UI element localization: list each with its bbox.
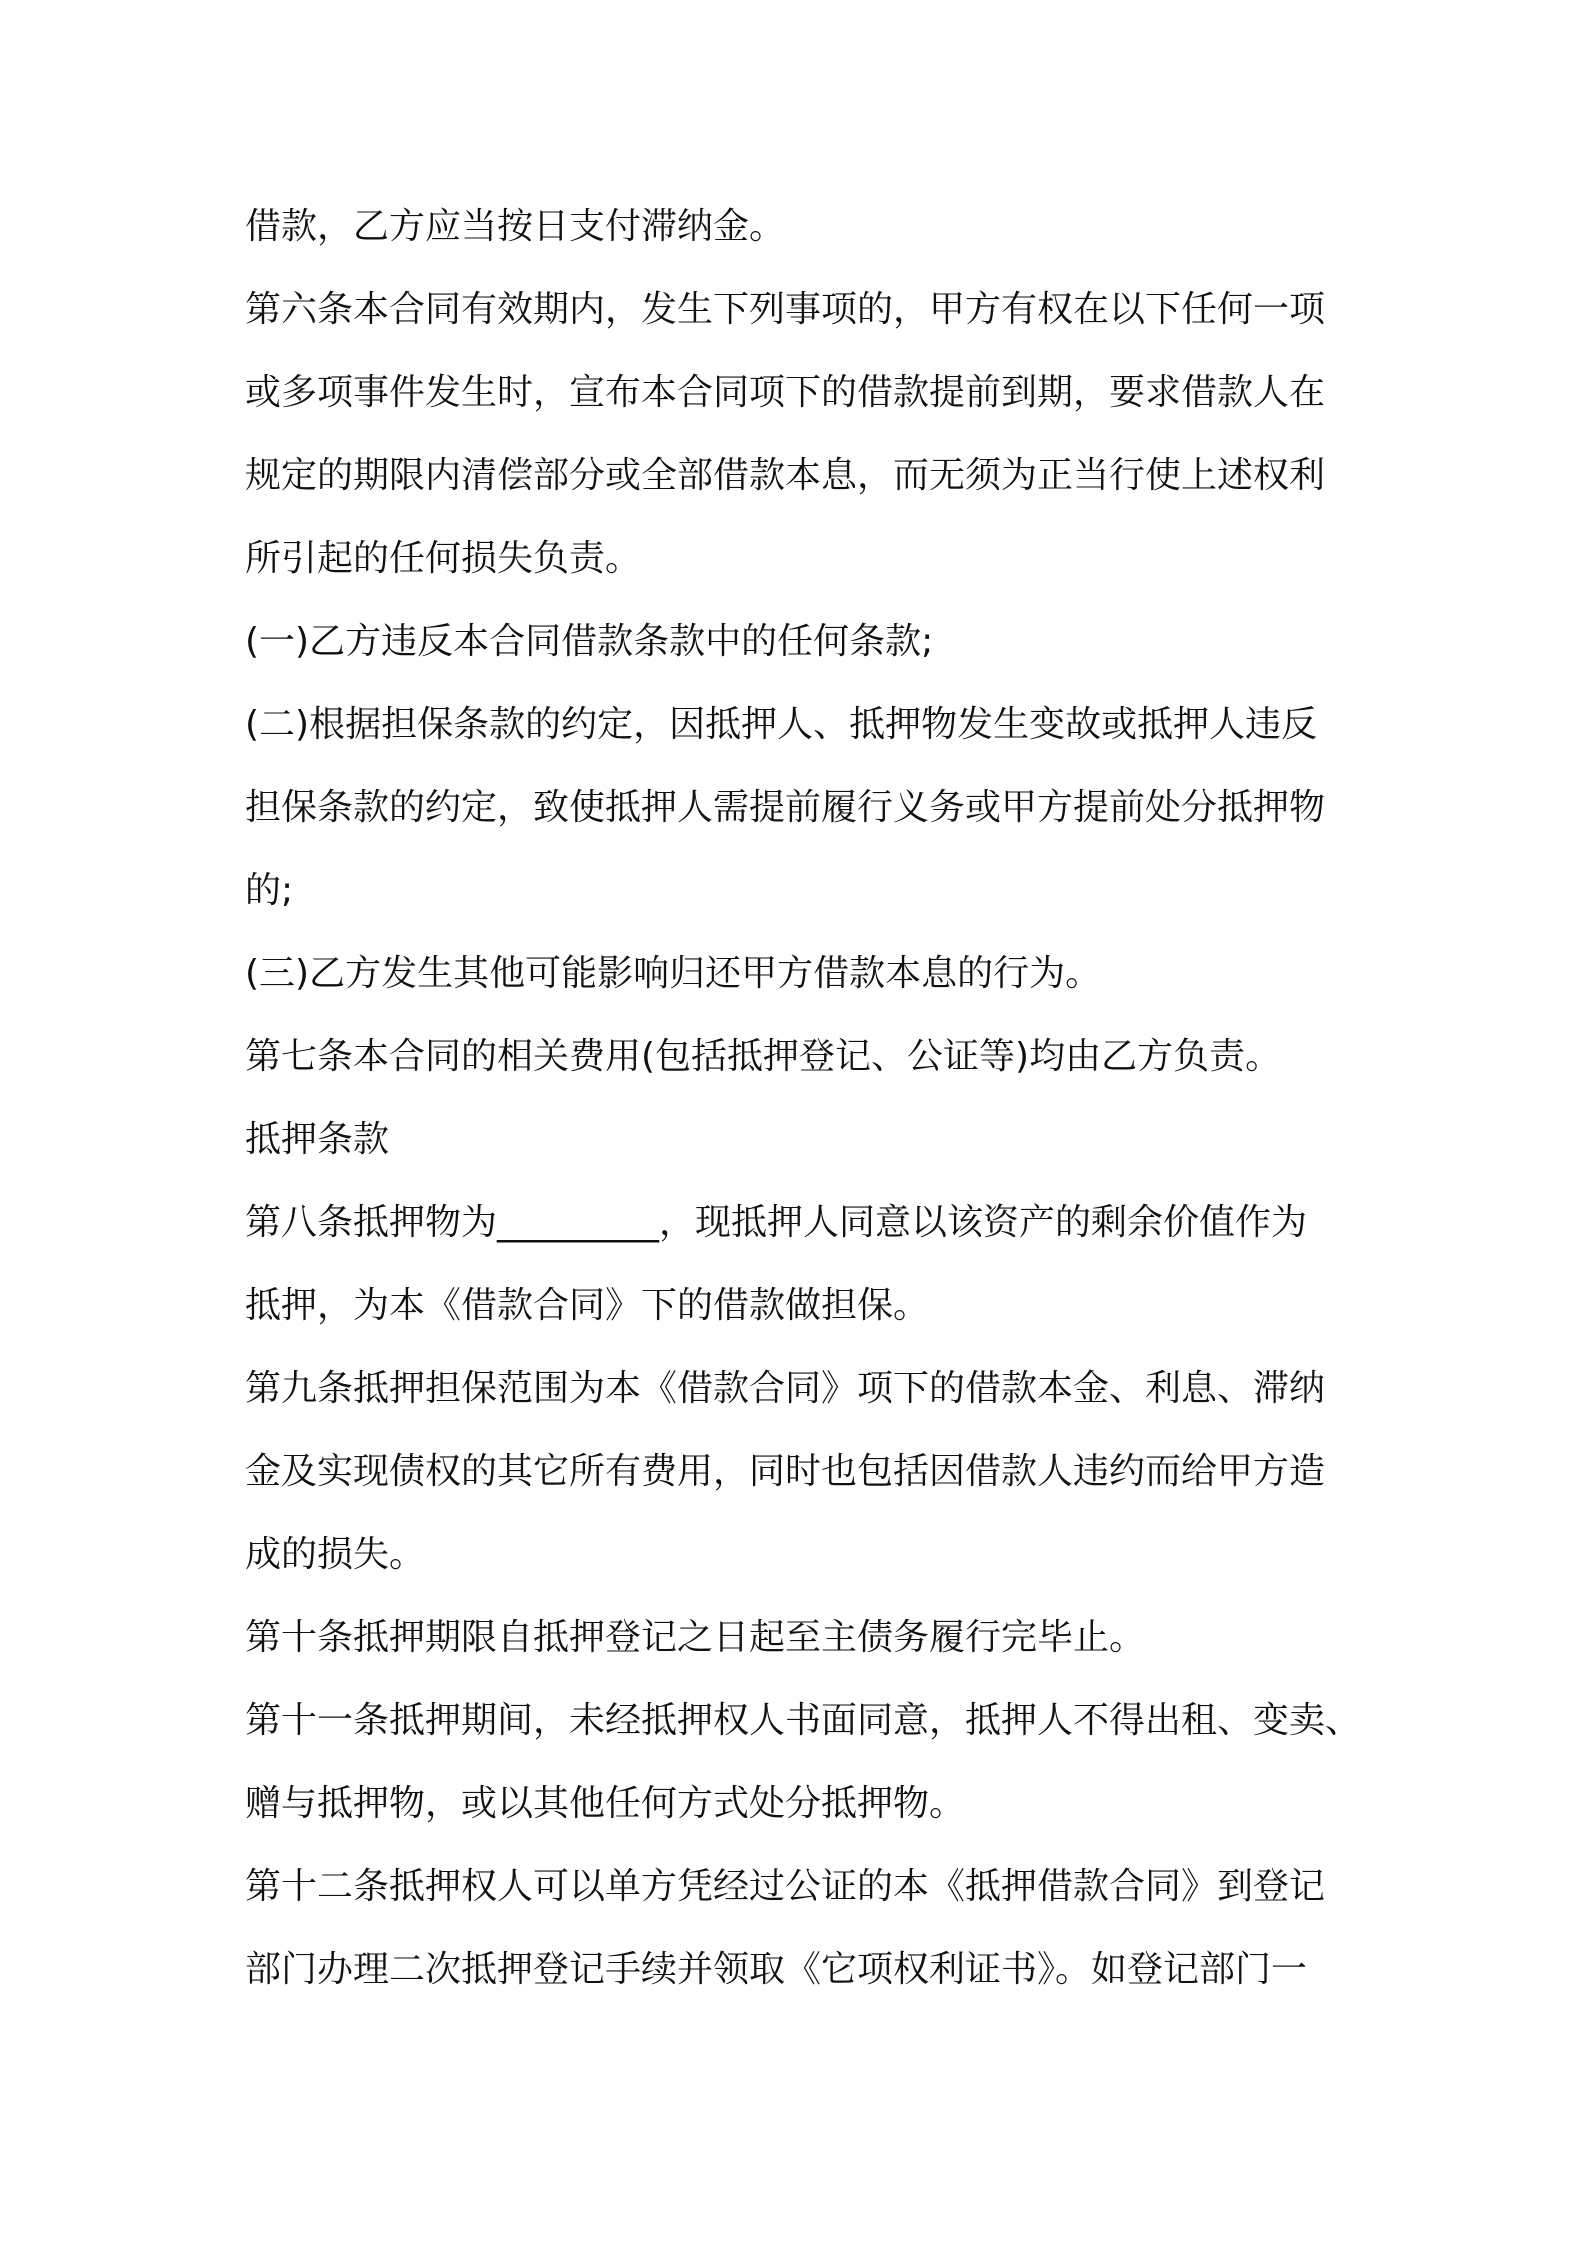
- text-line: 金及实现债权的其它所有费用，同时也包括因借款人违约而给甲方造: [245, 1451, 1326, 1492]
- text-line: 规定的期限内清偿部分或全部借款本息，而无须为正当行使上述权利: [245, 455, 1326, 496]
- text-line: 第八条抵押物为_________，现抵押人同意以该资产的剩余价值作为: [245, 1202, 1308, 1243]
- text-line: 或多项事件发生时，宣布本合同项下的借款提前到期，要求借款人在: [245, 372, 1326, 413]
- text-line: 赠与抵押物，或以其他任何方式处分抵押物。: [245, 1783, 966, 1824]
- text-line: 成的损失。: [245, 1534, 426, 1575]
- text-line: 借款，乙方应当按日支付滞纳金。: [245, 206, 786, 247]
- contract-text-body: [245, 185, 1375, 2011]
- text-line: 第十二条抵押权人可以单方凭经过公证的本《抵押借款合同》到登记: [245, 1866, 1326, 1907]
- text-line: 第十一条抵押期间，未经抵押权人书面同意，抵押人不得出租、变卖、: [245, 1700, 1362, 1741]
- text-line: 第六条本合同有效期内，发生下列事项的，甲方有权在以下任何一项: [245, 289, 1326, 330]
- text-line: 所引起的任何损失负责。: [245, 538, 642, 579]
- section-heading: 抵押条款: [245, 1119, 390, 1160]
- text-line: 的;: [245, 870, 294, 911]
- text-line: 第七条本合同的相关费用(包括抵押登记、公证等)均由乙方负责。: [245, 1036, 1282, 1077]
- text-line: 第十条抵押期限自抵押登记之日起至主债务履行完毕止。: [245, 1617, 1146, 1658]
- text-line: (一)乙方违反本合同借款条款中的任何条款;: [245, 621, 934, 662]
- text-line: 担保条款的约定，致使抵押人需提前履行义务或甲方提前处分抵押物: [245, 787, 1326, 828]
- text-line: 部门办理二次抵押登记手续并领取《它项权利证书》。如登记部门一: [245, 1949, 1308, 1990]
- text-line: (三)乙方发生其他可能影响归还甲方借款本息的行为。: [245, 953, 1102, 994]
- text-line: 抵押，为本《借款合同》下的借款做担保。: [245, 1285, 930, 1326]
- text-line: 第九条抵押担保范围为本《借款合同》项下的借款本金、利息、滞纳: [245, 1368, 1326, 1409]
- text-line: (二)根据担保条款的约定，因抵押人、抵押物发生变故或抵押人违反: [245, 704, 1318, 745]
